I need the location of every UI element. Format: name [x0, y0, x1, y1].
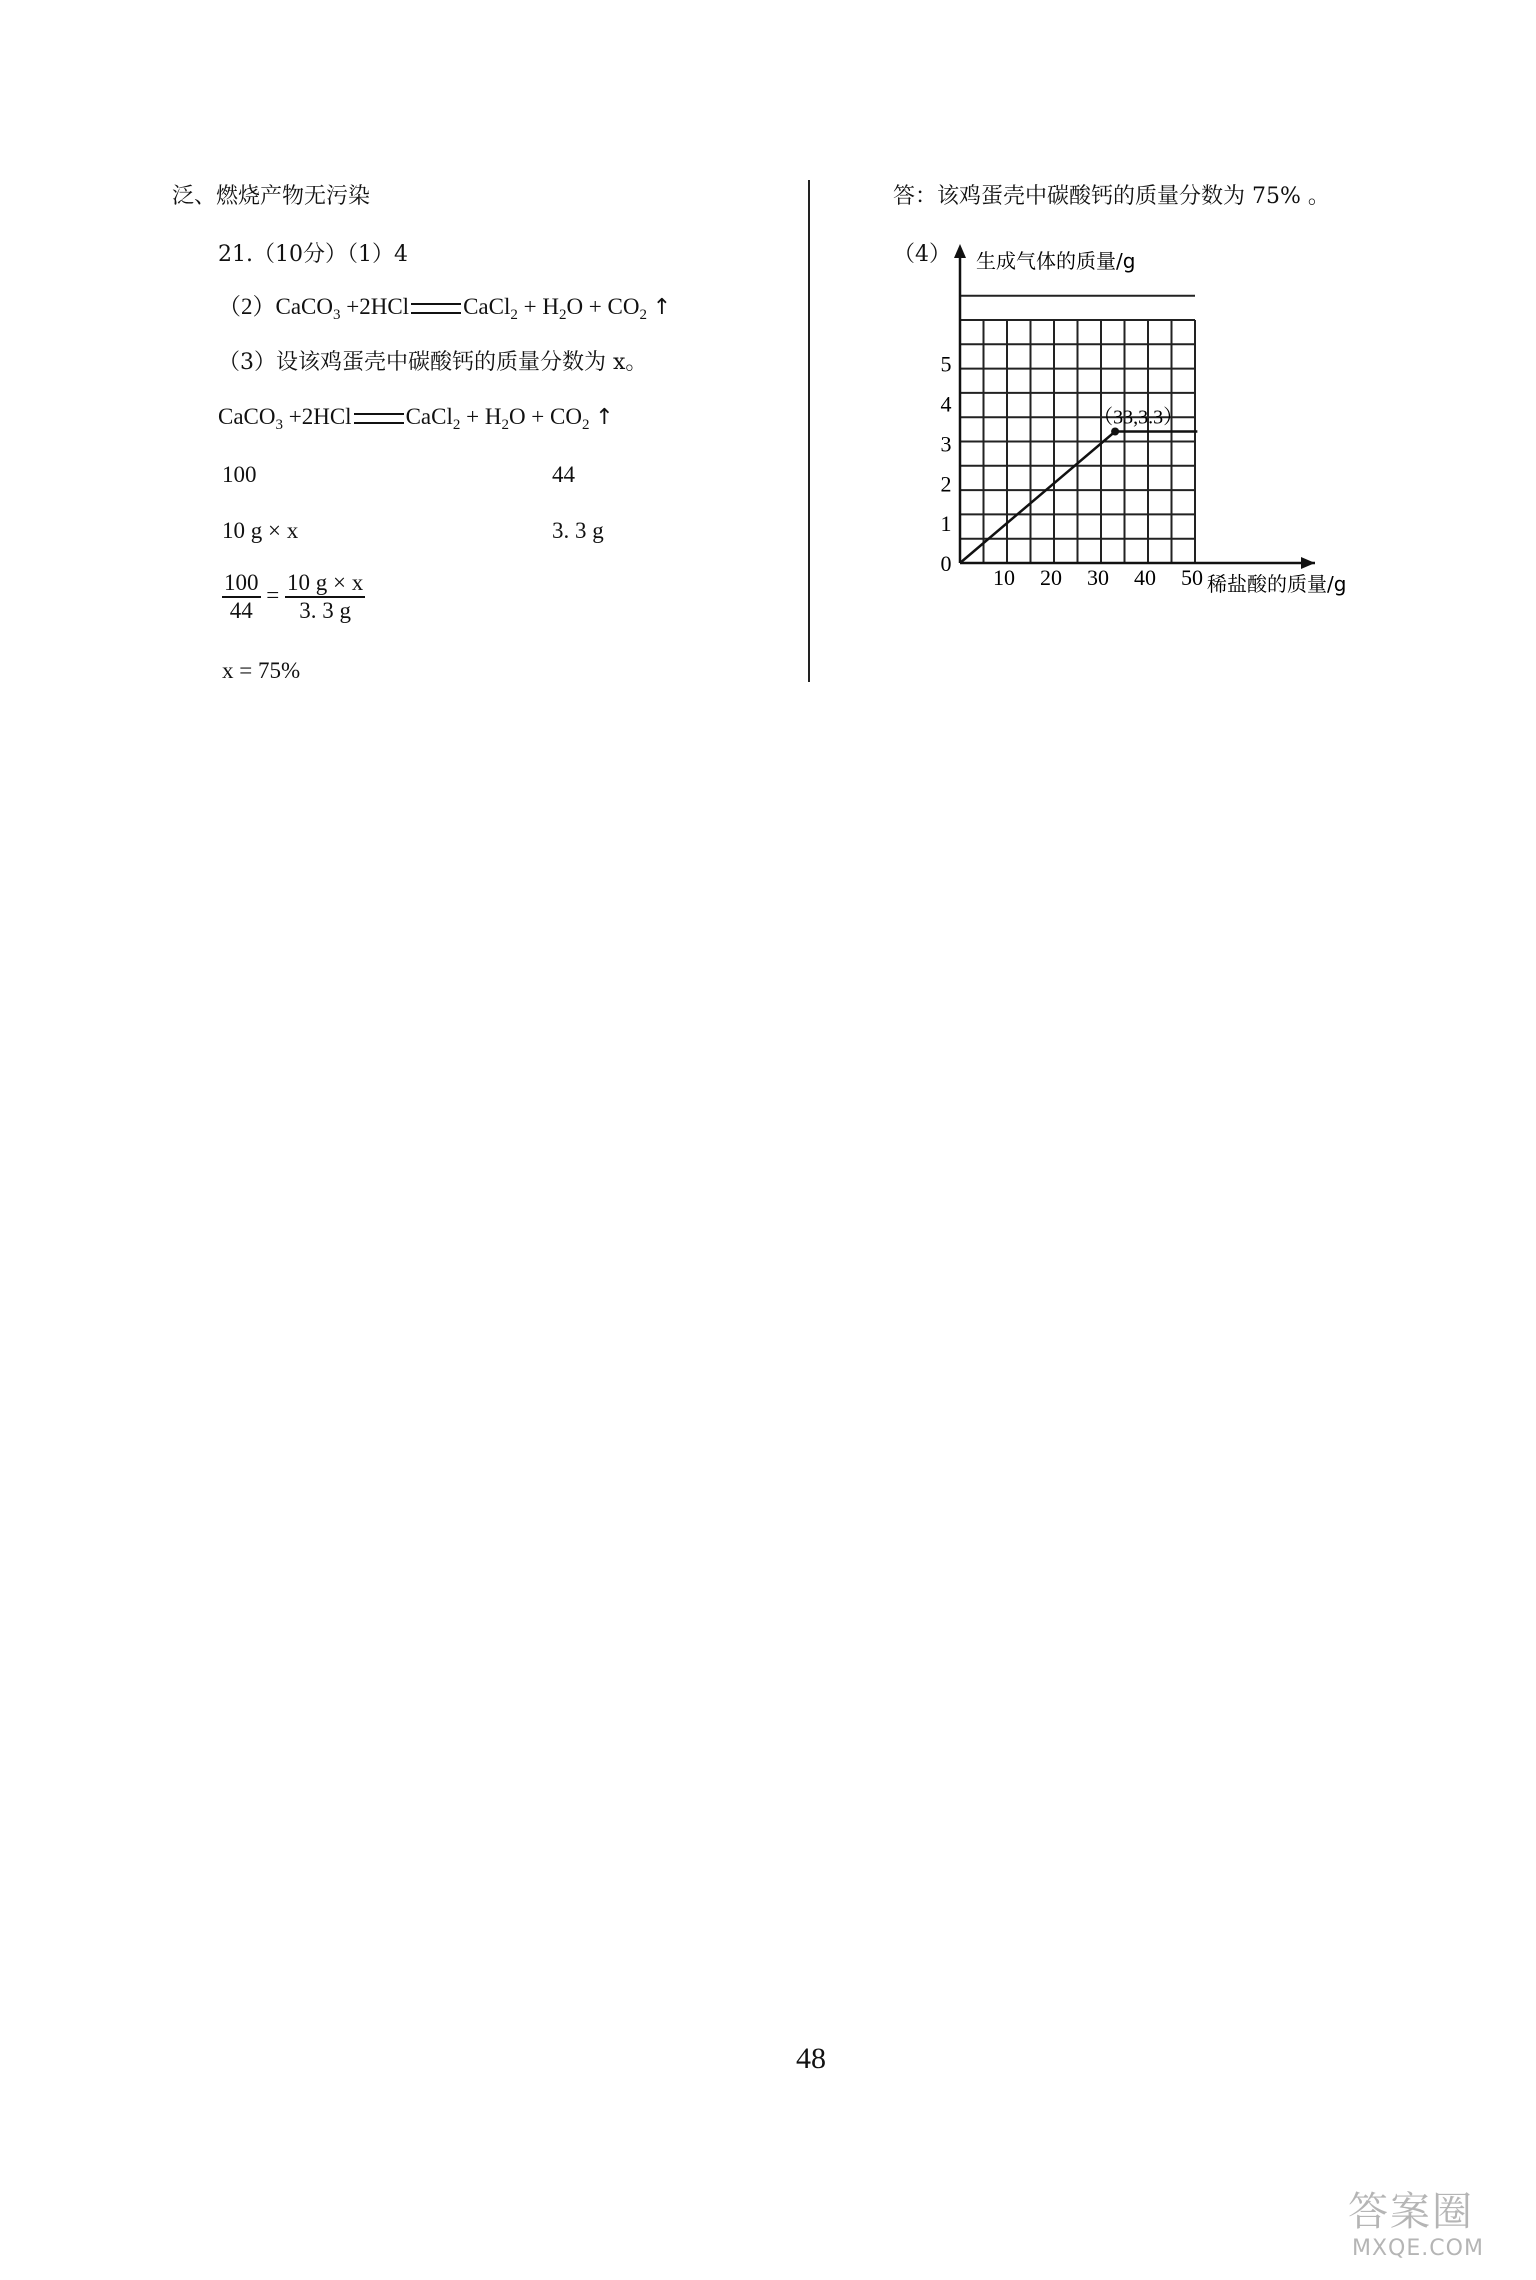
x-axis-arrow-icon	[1301, 557, 1315, 569]
part-4-label: （4）	[893, 242, 951, 267]
fraction-right: $\frac{10 g \times x}{3. 3 g}$	[286, 570, 364, 623]
part-3-intro: （3）设该鸡蛋壳中碳酸钙的质量分数为 x。	[218, 350, 648, 375]
eq-reactant-caco3: CaCO	[275, 294, 333, 319]
result-line: x = 75%	[222, 658, 301, 683]
watermark-logo-text: 答案圈	[1348, 2189, 1474, 2235]
ratio-left-bottom: 10 g × x	[222, 518, 299, 543]
x-axis-label: 稀盐酸的质量/g	[1207, 572, 1347, 596]
equals-sign-bar	[411, 303, 461, 314]
origin-label: 0	[940, 551, 952, 576]
part-2-label: （2）	[218, 294, 276, 319]
part-3-equation: CaCO$_3$ +2HCl CaCl$_2$ + $H_2O + CO_2$ ↑	[218, 404, 614, 433]
part-2-equation: （2）CaCO$_3$ +2HCl CaCl$_2$ + $H_2O + CO_2$ ↑	[218, 294, 672, 323]
y-tick-label: 5	[940, 351, 952, 377]
y-tick-label: 4	[940, 391, 952, 417]
y-tick-label: 1	[940, 511, 952, 537]
ratio-left-top: 100	[222, 462, 257, 487]
y-tick-label: 3	[940, 431, 952, 457]
x-tick-label: 10	[993, 565, 1015, 590]
gas-arrow-icon: ↑	[595, 405, 614, 430]
answer-line: 答：该鸡蛋壳中碳酸钙的质量分数为 75% 。	[893, 184, 1330, 209]
watermark-url: MXQE.COM	[1352, 2236, 1484, 2261]
text-line-conclusion: 泛、燃烧产物无污染	[172, 184, 371, 209]
column-divider	[808, 180, 810, 682]
y-axis-label: 生成气体的质量/g	[976, 249, 1136, 273]
question-21-header: 21.（10分）（1）4	[218, 242, 408, 267]
gas-arrow-icon: ↑	[652, 295, 672, 320]
data-point-33-3.3	[1111, 427, 1119, 435]
x-tick-label: 20	[1040, 565, 1062, 590]
fraction-left: $\frac{100}{44}$	[224, 570, 259, 623]
proportion-fraction: $\frac{100}{44}$ = $\frac{10 g \times x}{3. 3 g}$	[224, 570, 364, 623]
x-tick-label: 40	[1134, 565, 1156, 590]
y-tick-label: 2	[940, 471, 952, 497]
gas-mass-chart	[935, 240, 1395, 610]
y-axis-arrow-icon	[954, 244, 966, 258]
x-tick-label: 30	[1087, 565, 1109, 590]
ratio-right-top: 44	[552, 462, 575, 487]
series-line	[960, 431, 1197, 563]
page-number: 48	[796, 2042, 826, 2075]
ratio-right-bottom: 3. 3 g	[552, 518, 604, 543]
equals-sign-bar	[354, 413, 404, 424]
data-point-label: （33,3.3）	[1093, 406, 1184, 429]
x-tick-label: 50	[1181, 565, 1203, 590]
